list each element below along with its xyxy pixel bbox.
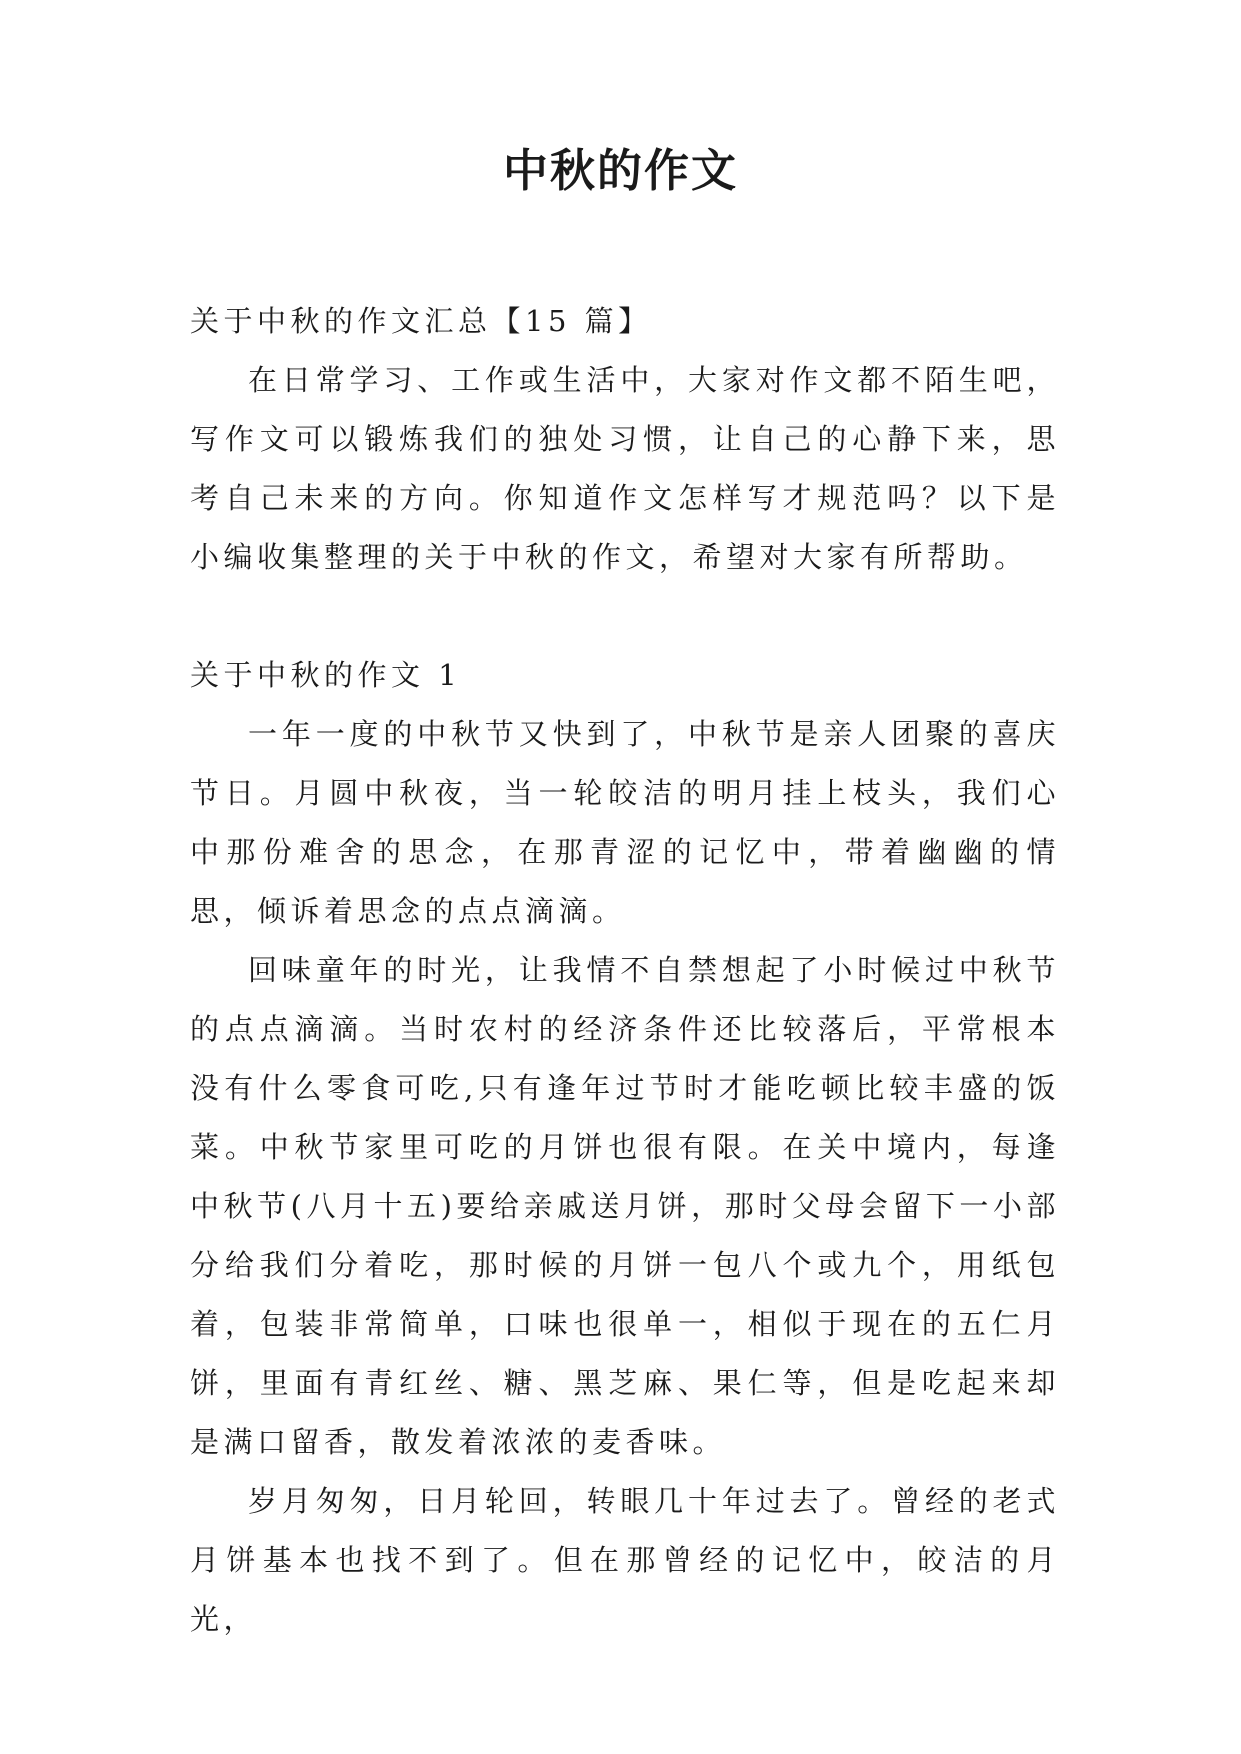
document-body [190,292,1060,1649]
body-paragraph: 回味童年的时光，让我情不自禁想起了小时候过中秋节的点点滴滴。当时农村的经济条件还比较落后，平常根本没有什么零食可吃,只有逢年过节时才能吃顿比较丰盛的饭菜。中秋节家里可吃的月饼也很有限。在关中境内，每逢中秋节(八月十五)要给亲戚送月饼，那时父母会留下一小部分给我们分着吃，那时候的月饼一包八个或九个，用纸包着，包装非常简单，口味也很单一，相似于现在的五仁月饼，里面有青红丝、糖、黑芝麻、果仁等，但是吃起来却是满口留香，散发着浓浓的麦香味。 [190,953,1060,1459]
intro-paragraph: 在日常学习、工作或生活中，大家对作文都不陌生吧，写作文可以锻炼我们的独处习惯，让自己的心静下来，思考自己未来的方向。你知道作文怎样写才规范吗？以下是小编收集整理的关于中秋的作文，希望对大家有所帮助。 [190,363,1060,574]
section-heading: 关于中秋的作文 1 [190,658,462,692]
body-paragraph: 岁月匆匆，日月轮回，转眼几十年过去了。曾经的老式月饼基本也找不到了。但在那曾经的记忆中，皎洁的月光， [190,1484,1060,1636]
document-title: 中秋的作文 [502,144,738,197]
body-paragraph: 一年一度的中秋节又快到了，中秋节是亲人团聚的喜庆节日。月圆中秋夜，当一轮皎洁的明月挂上枝头，我们心中那份难舍的思念，在那青涩的记忆中，带着幽幽的情思，倾诉着思念的点点滴滴。 [190,717,1060,928]
document-subtitle: 关于中秋的作文汇总【15 篇】 [190,304,652,338]
